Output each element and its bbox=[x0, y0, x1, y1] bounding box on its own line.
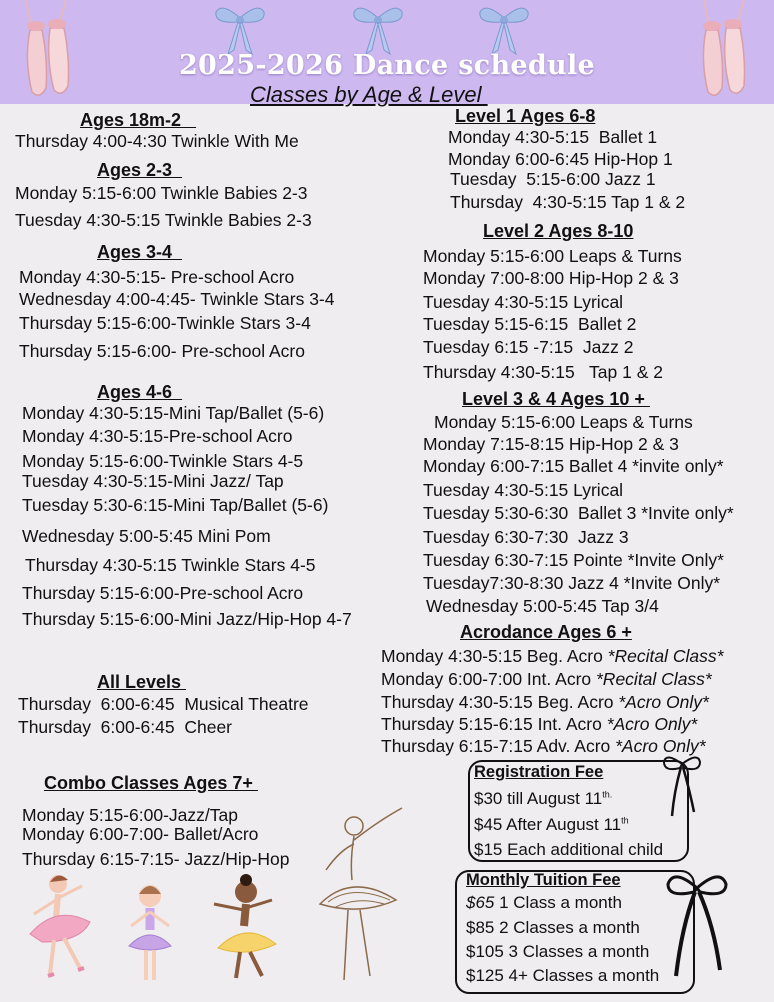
class-item: Monday 4:30-5:15-Pre-school Acro bbox=[22, 426, 293, 446]
class-time: Thursday 6:15-7:15 Adv. Acro bbox=[381, 736, 616, 756]
class-item: Wednesday 5:00-5:45 Mini Pom bbox=[22, 526, 271, 546]
class-item: Thursday 4:00-4:30 Twinkle With Me bbox=[15, 131, 299, 151]
class-item: Thursday 4:30-5:15 Tap 1 & 2 bbox=[450, 192, 686, 212]
section-heading-level-1: Level 1 Ages 6-8 bbox=[455, 106, 596, 126]
tuition-price: $65 bbox=[466, 893, 495, 912]
class-item: Tuesday 4:30-5:15 Lyrical bbox=[423, 480, 624, 500]
ribbon-bow-icon bbox=[664, 866, 730, 978]
class-item: Tuesday 4:30-5:15-Mini Jazz/ Tap bbox=[22, 471, 284, 491]
dancer-illustration bbox=[115, 878, 185, 988]
registration-fee-line: $15 Each additional child bbox=[474, 840, 664, 859]
class-item bbox=[381, 736, 706, 756]
class-item: Thursday 6:00-6:45 Musical Theatre bbox=[18, 694, 309, 714]
class-item: Monday 7:00-8:00 Hip-Hop 2 & 3 bbox=[423, 268, 679, 288]
class-item: Thursday 6:15-7:15- Jazz/Hip-Hop bbox=[22, 849, 290, 869]
tuition-line: $125 4+ Classes a month bbox=[466, 966, 660, 985]
class-item: Thursday 5:15-6:00-Pre-school Acro bbox=[22, 583, 304, 603]
section-heading-all-levels: All Levels bbox=[97, 672, 187, 692]
section-heading-acrodance: Acrodance Ages 6 + bbox=[460, 622, 632, 642]
section-heading-ages-2-3: Ages 2-3 bbox=[97, 160, 183, 180]
class-item: Monday 5:15-6:00-Twinkle Stars 4-5 bbox=[22, 451, 304, 471]
class-note: *Acro Only* bbox=[606, 714, 698, 734]
class-item: Monday 4:30-5:15-Mini Tap/Ballet (5-6) bbox=[22, 403, 325, 423]
class-item: Thursday 4:30-5:15 Tap 1 & 2 bbox=[423, 362, 663, 382]
section-heading-level-3-4: Level 3 & 4 Ages 10 + bbox=[462, 389, 650, 409]
tuition-line bbox=[466, 893, 622, 913]
section-heading-ages-3-4: Ages 3-4 bbox=[97, 242, 183, 262]
ribbon-bow-icon bbox=[660, 752, 704, 818]
fee-superscript: th. bbox=[602, 789, 613, 800]
dancer-illustration bbox=[200, 870, 295, 982]
class-item: Tuesday 6:30-7:15 Pointe *Invite Only* bbox=[423, 550, 724, 570]
class-item: Wednesday 5:00-5:45 Tap 3/4 bbox=[426, 596, 659, 616]
class-item: Monday 4:30-5:15- Pre-school Acro bbox=[19, 267, 295, 287]
class-time: Monday 4:30-5:15 Beg. Acro bbox=[381, 646, 608, 666]
fee-superscript: th bbox=[621, 815, 629, 826]
class-time: Thursday 4:30-5:15 Beg. Acro bbox=[381, 692, 619, 712]
class-note: *Acro Only* bbox=[615, 736, 706, 756]
class-note: *Recital Class* bbox=[596, 669, 712, 689]
class-item: Thursday 5:15-6:00- Pre-school Acro bbox=[19, 341, 305, 361]
class-note: *Acro Only* bbox=[618, 692, 709, 712]
class-item: Monday 4:30-5:15 Ballet 1 bbox=[448, 127, 658, 147]
tuition-line: $85 2 Classes a month bbox=[466, 918, 640, 937]
class-item: Thursday 5:15-6:00-Twinkle Stars 3-4 bbox=[19, 313, 311, 333]
class-item: Tuesday 6:15 -7:15 Jazz 2 bbox=[423, 337, 634, 357]
class-item: Tuesday 5:30-6:30 Ballet 3 *Invite only* bbox=[423, 503, 734, 523]
tuition-text: 1 Class a month bbox=[494, 893, 622, 912]
class-item: Monday 6:00-7:00- Ballet/Acro bbox=[22, 824, 259, 844]
page-subtitle: Classes by Age & Level bbox=[250, 82, 488, 107]
class-item: Tuesday 4:30-5:15 Twinkle Babies 2-3 bbox=[15, 210, 312, 230]
section-heading-level-2: Level 2 Ages 8-10 bbox=[483, 221, 634, 241]
bow-icon bbox=[476, 0, 532, 56]
dancer-illustration bbox=[20, 870, 115, 985]
class-time: Monday 6:00-7:00 Int. Acro bbox=[381, 669, 596, 689]
section-heading-ages-18m-2: Ages 18m-2 bbox=[80, 110, 197, 130]
class-item bbox=[381, 669, 712, 689]
monthly-tuition-heading: Monthly Tuition Fee bbox=[466, 871, 621, 889]
class-item: Monday 5:15-6:00 Leaps & Turns bbox=[423, 246, 682, 266]
class-time: Thursday 5:15-6:15 Int. Acro bbox=[381, 714, 607, 734]
class-item: Monday 6:00-7:15 Ballet 4 *invite only* bbox=[423, 456, 724, 476]
class-item: Tuesday 6:30-7:30 Jazz 3 bbox=[423, 527, 629, 547]
class-item bbox=[381, 714, 697, 734]
registration-fee-heading: Registration Fee bbox=[474, 763, 604, 781]
class-item bbox=[381, 692, 709, 712]
class-item: Tuesday 5:15-6:00 Jazz 1 bbox=[450, 169, 656, 189]
section-heading-combo-classes: Combo Classes Ages 7+ bbox=[44, 773, 258, 793]
registration-fee-line bbox=[474, 789, 612, 809]
class-item: Tuesday 4:30-5:15 Lyrical bbox=[423, 292, 624, 312]
dancer-illustration bbox=[300, 800, 410, 990]
class-item: Monday 7:15-8:15 Hip-Hop 2 & 3 bbox=[423, 434, 679, 454]
class-item: Tuesday 5:30-6:15-Mini Tap/Ballet (5-6) bbox=[22, 495, 329, 515]
class-item: Tuesday 5:15-6:15 Ballet 2 bbox=[423, 314, 637, 334]
fee-text: $30 till August 11 bbox=[474, 789, 603, 808]
bow-icon bbox=[350, 0, 406, 56]
class-item: Monday 5:15-6:00 Leaps & Turns bbox=[434, 412, 693, 432]
class-note: *Recital Class* bbox=[607, 646, 724, 666]
bow-icon bbox=[212, 0, 268, 56]
class-item bbox=[381, 646, 723, 666]
class-item: Tuesday7:30-8:30 Jazz 4 *Invite Only* bbox=[423, 573, 721, 593]
class-item: Monday 5:15-6:00 Twinkle Babies 2-3 bbox=[15, 183, 308, 203]
page-title: 2025-2026 Dance schedule bbox=[178, 50, 596, 81]
registration-fee-line bbox=[474, 815, 629, 835]
class-item: Thursday 4:30-5:15 Twinkle Stars 4-5 bbox=[25, 555, 316, 575]
class-item: Monday 6:00-6:45 Hip-Hop 1 bbox=[448, 149, 673, 169]
class-item: Wednesday 4:00-4:45- Twinkle Stars 3-4 bbox=[19, 289, 335, 309]
class-item: Thursday 6:00-6:45 Cheer bbox=[18, 717, 233, 737]
tuition-line: $105 3 Classes a month bbox=[466, 942, 650, 961]
fee-text: $45 After August 11 bbox=[474, 815, 622, 834]
class-item: Thursday 5:15-6:00-Mini Jazz/Hip-Hop 4-7 bbox=[22, 609, 352, 629]
class-item: Monday 5:15-6:00-Jazz/Tap bbox=[22, 805, 238, 825]
section-heading-ages-4-6: Ages 4-6 bbox=[97, 382, 183, 402]
